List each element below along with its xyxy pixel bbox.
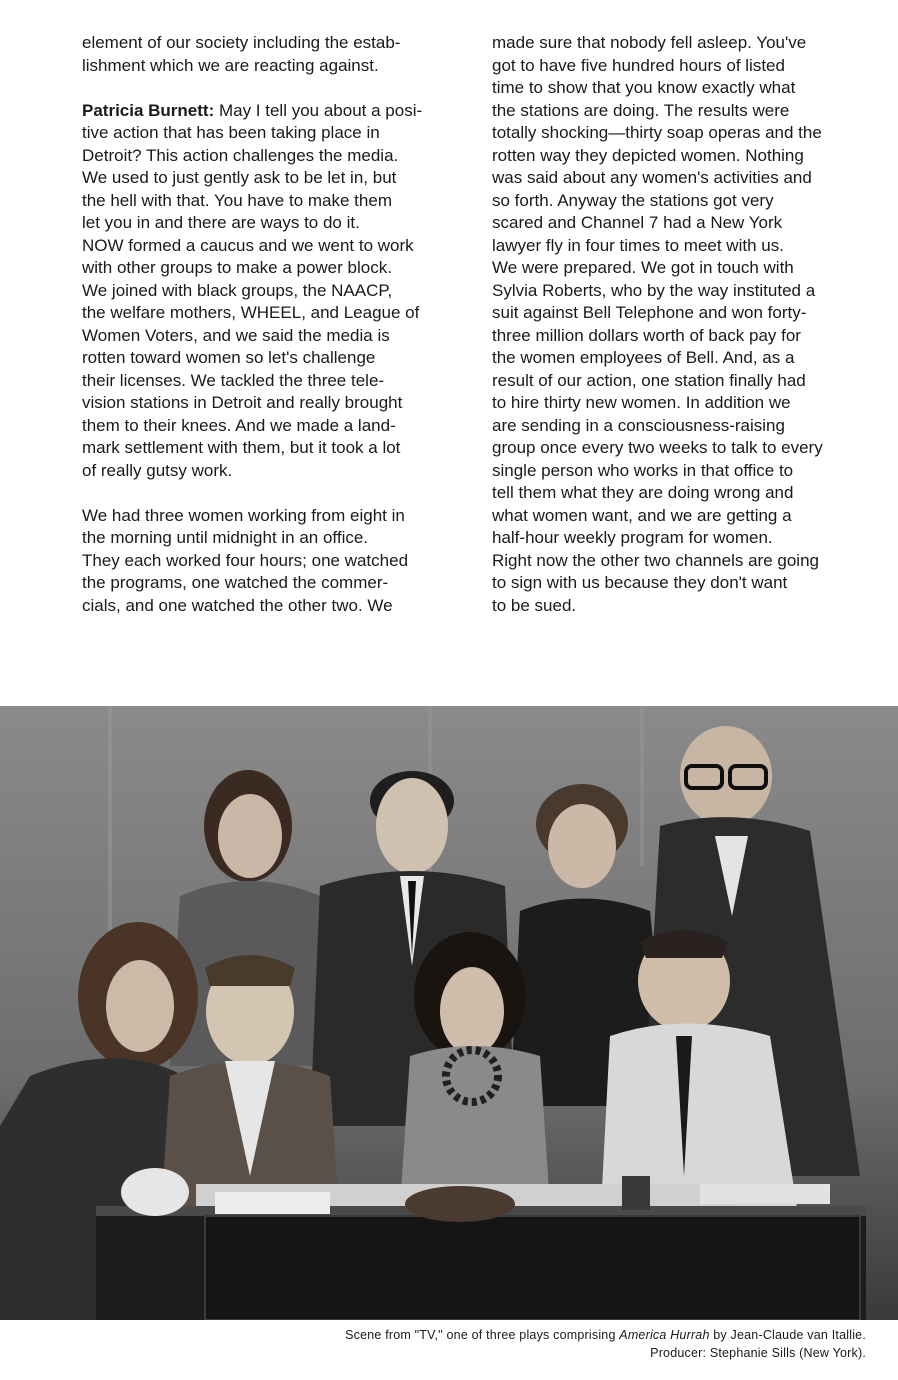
text-line: group once every two weeks to talk to every bbox=[492, 438, 823, 457]
text-line: the programs, one watched the commer- bbox=[82, 573, 389, 592]
text-line: Detroit? This action challenges the media. bbox=[82, 145, 399, 165]
paragraph-intro bbox=[82, 32, 472, 77]
text-line: time to show that you know exactly what bbox=[492, 78, 796, 97]
text-line: the hell with that. You have to make them bbox=[82, 190, 392, 210]
text-line bbox=[82, 100, 472, 123]
left-text-column bbox=[82, 32, 472, 617]
text-line: the women employees of Bell. And, as a bbox=[492, 348, 795, 367]
text-line: element of our society including the estab- bbox=[82, 33, 401, 52]
text-line: We were prepared. We got in touch with bbox=[492, 258, 794, 277]
text-line: their licenses. We tackled the three tele- bbox=[82, 370, 385, 390]
text-line: tell them what they are doing wrong and bbox=[492, 483, 794, 502]
text-line: They each worked four hours; one watched bbox=[82, 550, 409, 570]
text-line: rotten way they depicted women. Nothing bbox=[492, 145, 804, 165]
caption-line-1 bbox=[345, 1326, 866, 1344]
caption-line-2: Producer: Stephanie Sills (New York). bbox=[650, 1346, 866, 1360]
photo-caption bbox=[345, 1326, 866, 1362]
text-line: what women want, and we are getting a bbox=[492, 505, 792, 525]
paragraph-continued bbox=[492, 32, 884, 617]
text-line: Women Voters, and we said the media is bbox=[82, 325, 390, 345]
text-line: the morning until midnight in an office. bbox=[82, 528, 369, 547]
text-line: We had three women working from eight in bbox=[82, 505, 405, 525]
text-line: to hire thirty new women. In addition we bbox=[492, 393, 791, 412]
cast-photo-illustration bbox=[0, 706, 898, 1320]
text-line: Right now the other two channels are going bbox=[492, 550, 819, 570]
text-line: to sign with us because they don't want bbox=[492, 573, 788, 592]
text-line: Sylvia Roberts, who by the way instituted a bbox=[492, 280, 816, 300]
text-line: three million dollars worth of back pay for bbox=[492, 325, 801, 345]
text-line: made sure that nobody fell asleep. You've bbox=[492, 33, 807, 52]
text-line: the stations are doing. The results were bbox=[492, 100, 790, 120]
text-line: of really gutsy work. bbox=[82, 460, 233, 480]
text-line: lishment which we are reacting against. bbox=[82, 55, 379, 75]
text-line: mark settlement with them, but it took a lot bbox=[82, 438, 401, 457]
text-fragment: May I tell you about a posi- bbox=[214, 100, 423, 120]
caption-play-title: America Hurrah bbox=[619, 1328, 710, 1342]
text-line: are sending in a consciousness-raising bbox=[492, 415, 785, 435]
text-line: let you in and there are ways to do it. bbox=[82, 213, 360, 232]
paragraph-three-women bbox=[82, 505, 472, 618]
text-line: We used to just gently ask to be let in, but bbox=[82, 168, 397, 187]
speaker-name: Patricia Burnett: bbox=[82, 100, 215, 120]
paragraph-patricia-burnett bbox=[82, 100, 472, 483]
text-line: got to have five hundred hours of listed bbox=[492, 55, 785, 75]
text-line: totally shocking—thirty soap operas and the bbox=[492, 123, 822, 142]
cast-photo bbox=[0, 706, 898, 1320]
text-line: to be sued. bbox=[492, 595, 577, 615]
caption-prefix: Scene from "TV," one of three plays comprising bbox=[345, 1328, 620, 1342]
text-line: the welfare mothers, WHEEL, and League of bbox=[82, 303, 420, 322]
right-text-column bbox=[492, 32, 884, 617]
text-line: NOW formed a caucus and we went to work bbox=[82, 235, 414, 255]
text-line: lawyer fly in four times to meet with us. bbox=[492, 235, 784, 255]
text-line: was said about any women's activities and bbox=[492, 168, 812, 187]
text-line: suit against Bell Telephone and won forty- bbox=[492, 303, 807, 322]
text-line: rotten toward women so let's challenge bbox=[82, 348, 376, 367]
text-line: We joined with black groups, the NAACP, bbox=[82, 280, 393, 300]
text-line: so forth. Anyway the stations got very bbox=[492, 190, 774, 210]
text-line: with other groups to make a power block. bbox=[82, 258, 392, 277]
text-line: tive action that has been taking place in bbox=[82, 123, 380, 142]
text-line: vision stations in Detroit and really brought bbox=[82, 393, 403, 412]
text-line: cials, and one watched the other two. We bbox=[82, 595, 393, 615]
text-line: single person who works in that office to bbox=[492, 460, 794, 480]
text-line: them to their knees. And we made a land- bbox=[82, 415, 396, 435]
text-line: scared and Channel 7 had a New York bbox=[492, 213, 783, 232]
desk bbox=[96, 1168, 866, 1320]
caption-suffix: by Jean-Claude van Itallie. bbox=[709, 1328, 866, 1342]
text-line: half-hour weekly program for women. bbox=[492, 528, 773, 547]
text-line: result of our action, one station finally had bbox=[492, 370, 806, 390]
